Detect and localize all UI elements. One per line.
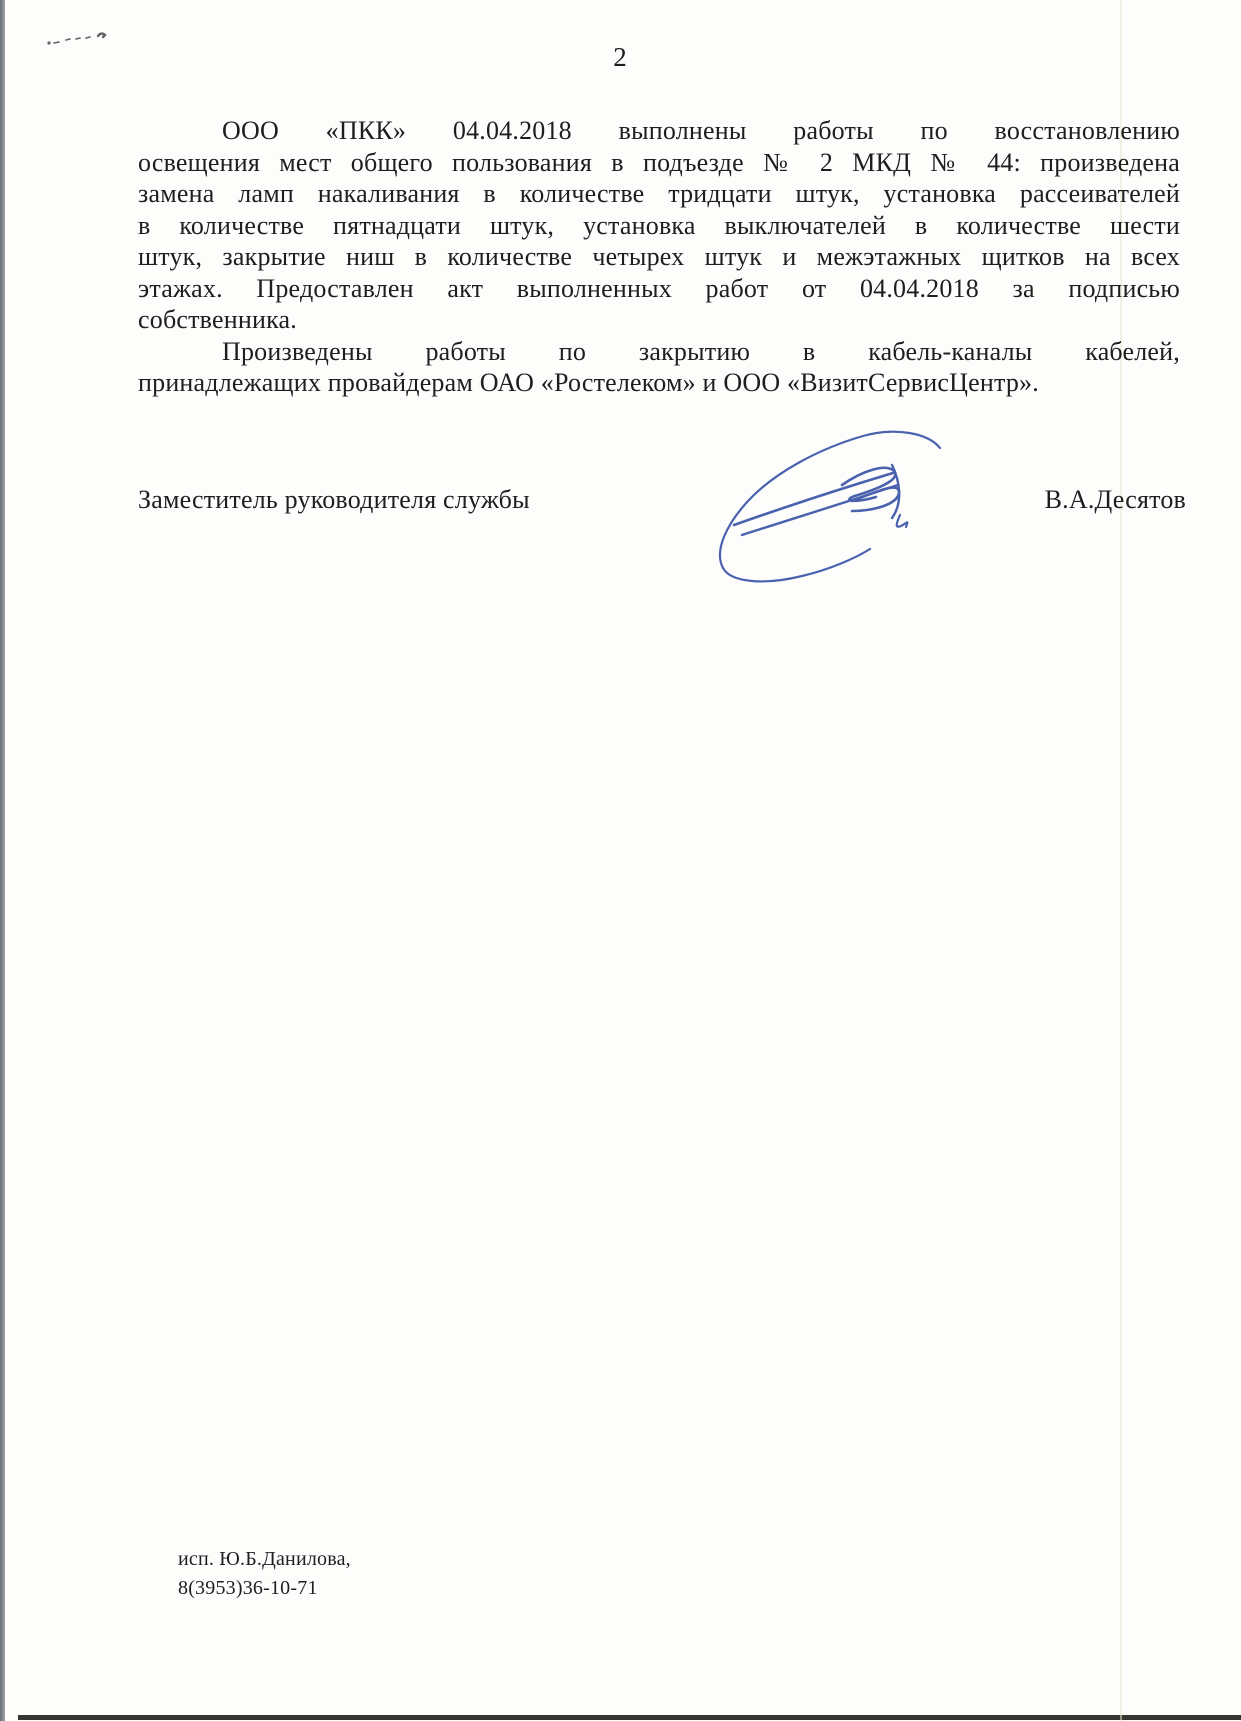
paragraph: [138, 336, 1180, 399]
text-line: в количестве пятнадцати штук, установка выключателей в количестве шести: [138, 210, 1180, 240]
signoff-job-title: Заместитель руководителя службы: [138, 485, 530, 514]
text-line: собственника.: [138, 305, 297, 334]
footer-block: [178, 1545, 351, 1603]
text-line: освещения мест общего пользования в подъезде № 2 МКД № 44: произведена: [138, 147, 1180, 177]
document-body: [138, 115, 1180, 399]
text-line: штук, закрытие ниш в количестве четырех штук и межэтажных щитков на всех: [138, 242, 1180, 271]
footer-executor: исп. Ю.Б.Данилова,: [178, 1548, 351, 1570]
text-line: Произведены работы по закрытию в кабель-каналы кабелей,: [222, 336, 1180, 366]
page-number: 2: [613, 42, 628, 72]
text-line: замена ламп накаливания в количестве тридцати штук, установка рассеивателей: [138, 179, 1180, 208]
signoff-person-name: В.А.Десятов: [1044, 485, 1186, 514]
scan-bottom-edge-artifact: [18, 1715, 1241, 1720]
text-line: этажах. Предоставлен акт выполненных работ от 04.04.2018 за подписью: [138, 273, 1180, 303]
footer-phone: 8(3953)36-10-71: [178, 1577, 318, 1599]
text-line: принадлежащих провайдерам ОАО «Ростелеком» и ООО «ВизитСервисЦентр».: [138, 368, 1039, 397]
text-line: ООО «ПКК» 04.04.2018 выполнены работы по восстановлению: [222, 116, 1180, 145]
paragraph: [138, 115, 1180, 336]
scan-left-edge-artifact: [0, 0, 5, 1721]
